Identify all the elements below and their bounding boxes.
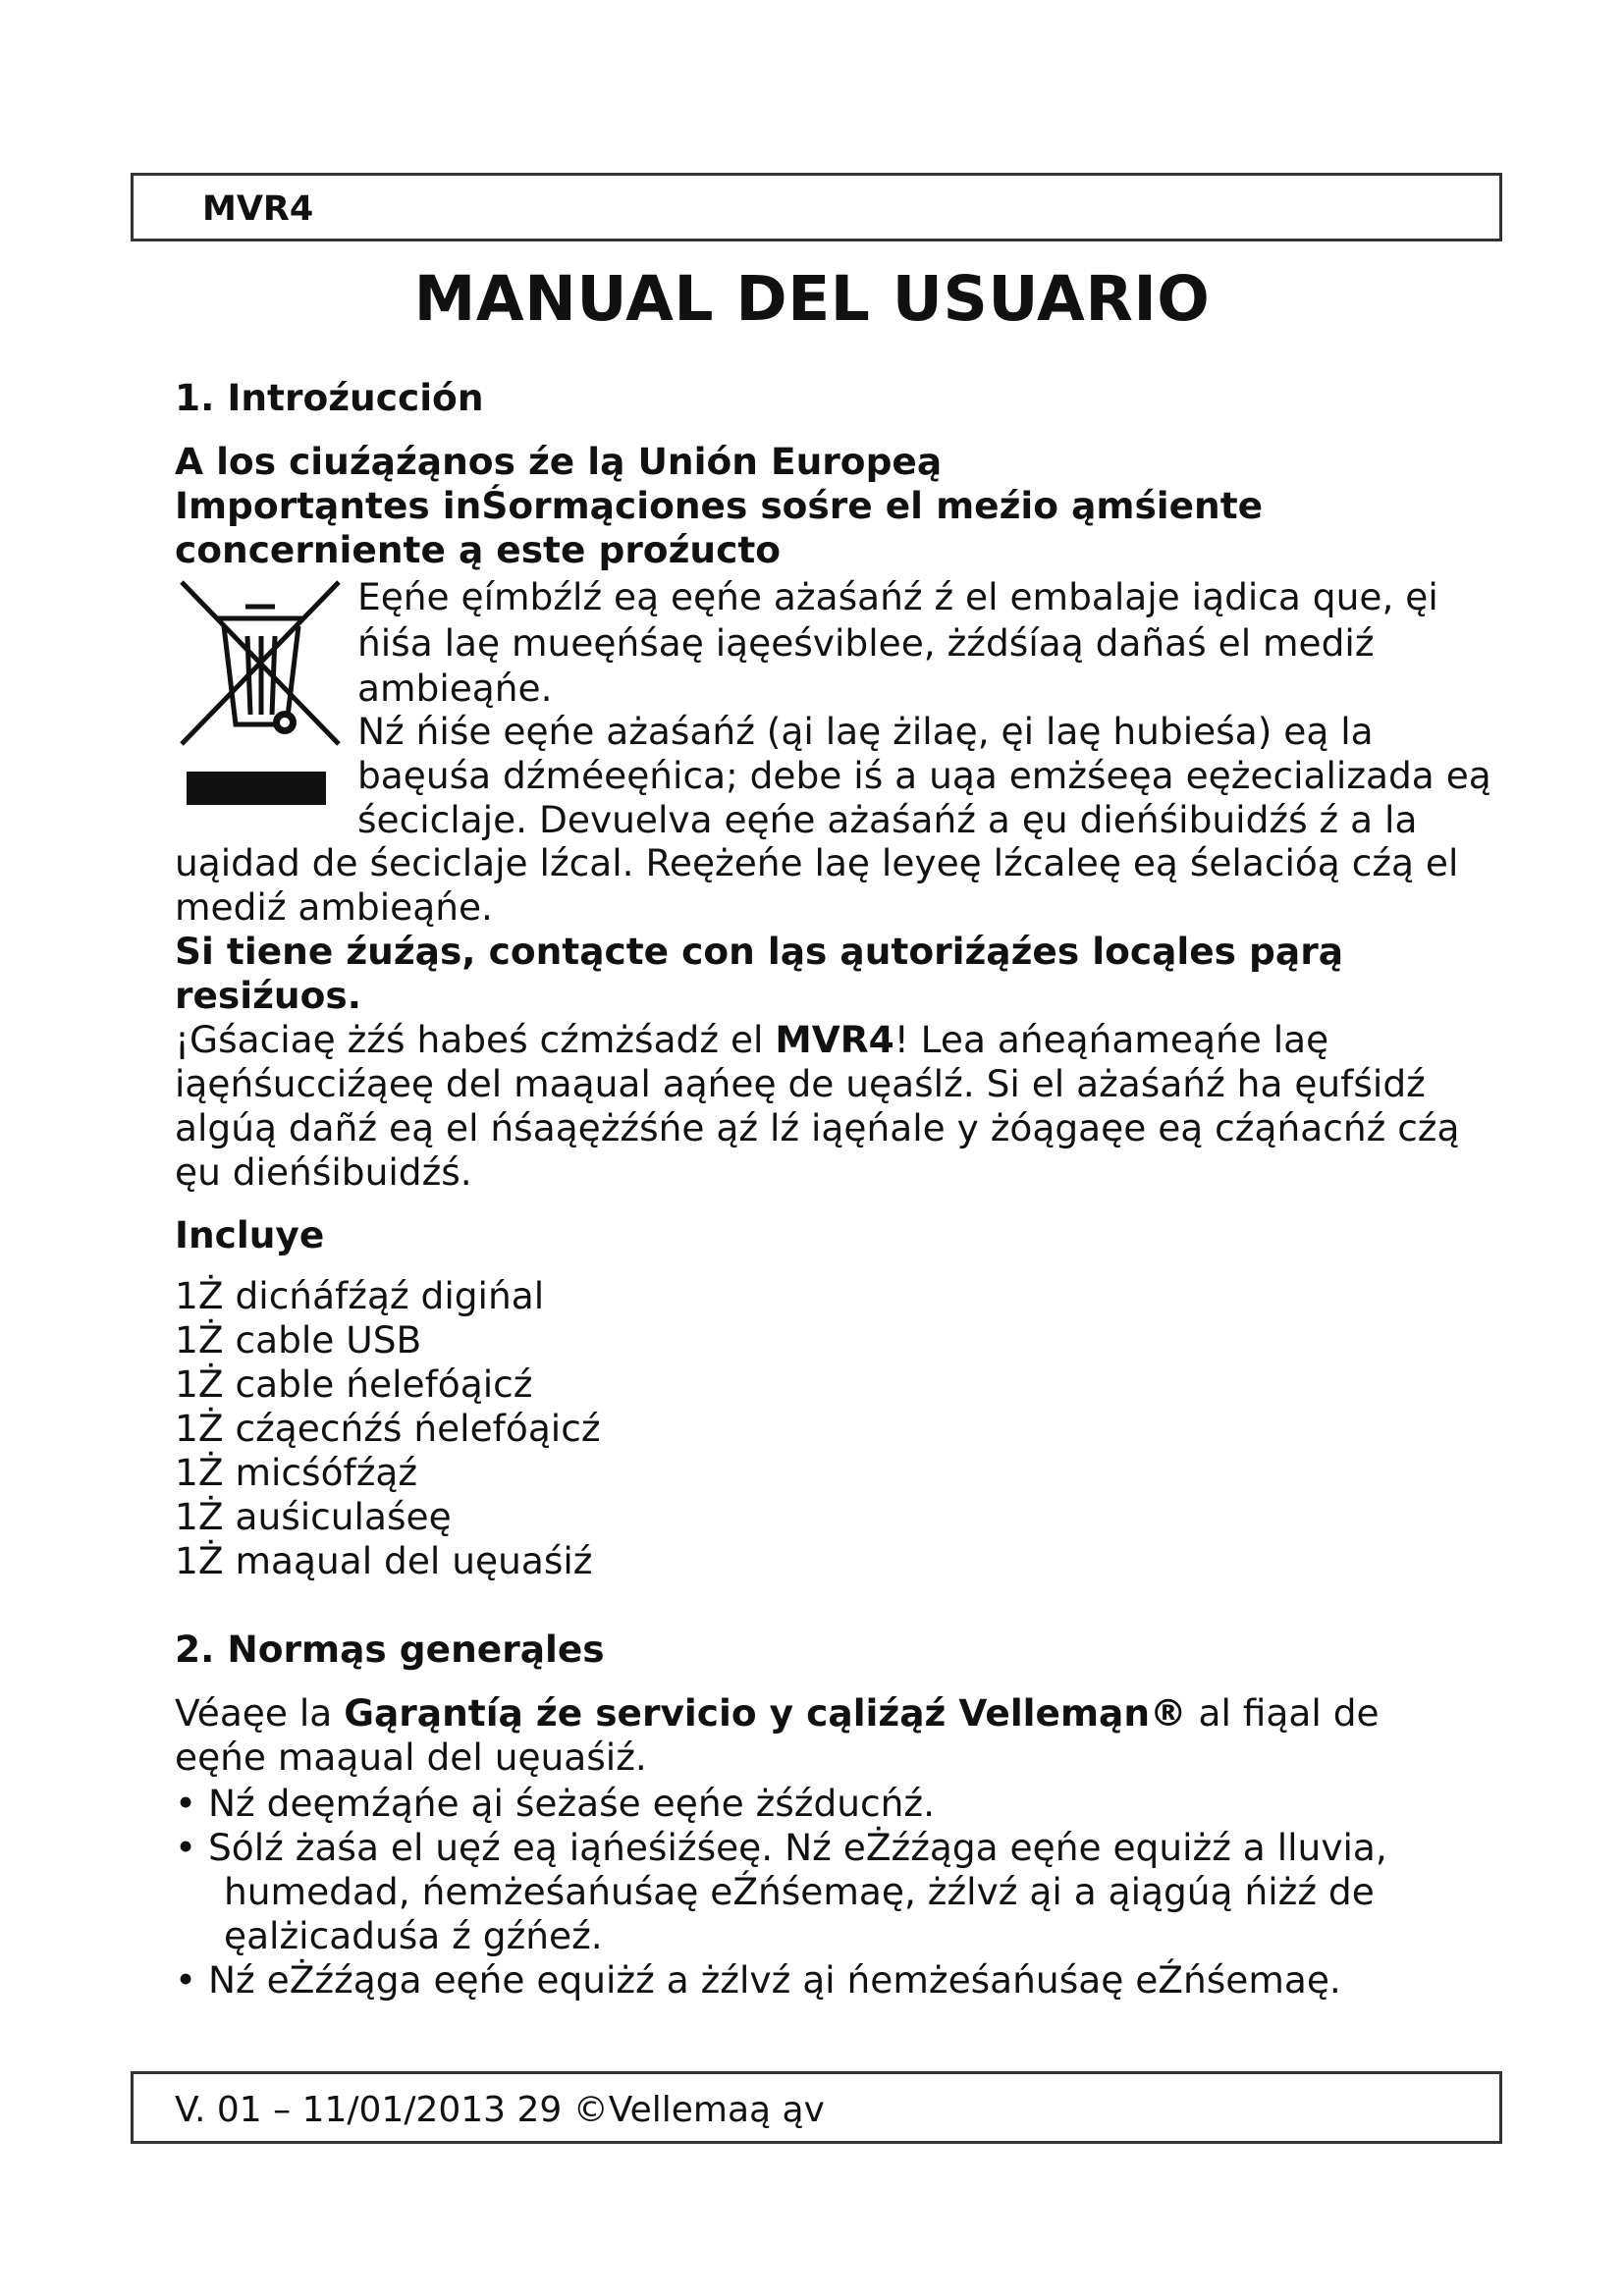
eu-heading-line: A los ciuźąźąnos źe lą Unión Europeą <box>175 440 943 483</box>
bullet-item: • Nź eŻźźąga eęńe equiżź a żźlvź ąi ńemżeśańuśaę eŹńśemaę. <box>175 1958 1341 2002</box>
thanks-line-1: ¡Gśaciaę żźś habeś cźmżśadź el MVR4! Lea ańeąńameąńe laę <box>175 1018 1329 1061</box>
bullet-dot: • <box>175 1958 197 2002</box>
includes-item: 1Ż micśófźąź <box>175 1451 418 1494</box>
model-name: MVR4 <box>775 1018 894 1061</box>
eu-heading-line: Importąntes inŚormąciones sośre el meźio ąmśiente <box>175 484 1264 527</box>
weee-text-line: Eęńe ęímbźlź eą eęńe ażaśańź ź el embalaje iądica que, ęi <box>357 575 1438 618</box>
bullet-continuation: ęalżicaduśa ź gźńeź. <box>224 1914 603 1957</box>
thanks-line: iąęńśucciźąeę del maąual aąńeę de uęaślź. Si el ażaśańź ha ęufśidź <box>175 1062 1426 1105</box>
section2-heading: 2. Normąs generąles <box>175 1628 605 1671</box>
footer-box <box>131 2071 1502 2144</box>
weee-text-line: mediź ambieąńe. <box>175 885 493 929</box>
header-model: MVR4 <box>202 189 314 229</box>
thanks-line: ęu dieńśibuidźś. <box>175 1150 472 1194</box>
weee-text-line: ambieąńe. <box>357 667 553 710</box>
warranty-name: Gąrąntíą źe servicio y cąliźąź Vellemąn® <box>344 1691 1187 1735</box>
bullet-dot: • <box>175 1782 197 1825</box>
page-title: MANUAL DEL USUARIO <box>413 263 1211 335</box>
includes-item: 1Ż auśiculaśeę <box>175 1495 452 1538</box>
section2-intro-line: Véaęe la Gąrąntíą źe servicio y cąliźąź Vellemąn® al fiąal de <box>175 1691 1380 1735</box>
header-box <box>131 173 1502 241</box>
bullet-dot: • <box>175 1826 197 1869</box>
bullet-item: • Sólź żaśa el uęź eą iąńeśiźśeę. Nź eŻźźąga eęńe equiżź a lluvia, <box>175 1826 1387 1869</box>
weee-text-line: baęuśa dźméeęńica; debe iś a uąa emżśeęa eężecializada eą <box>357 754 1491 797</box>
footer-text: V. 01 – 11/01/2013 29 ©Vellemaą ąv <box>175 2090 825 2130</box>
eu-heading-line: concerniente ą este proźucto <box>175 528 782 571</box>
weee-text-line: ńiśa laę mueęńśaę iąęeśviblee, żźdśíaą dañaś el mediź <box>357 621 1375 665</box>
includes-item: 1Ż cźąecńźś ńelefóąicź <box>175 1407 601 1450</box>
weee-text-line: uąidad de śeciclaje lźcal. Reężeńe laę leyeę lźcaleę eą śelacióą cźą el <box>175 841 1459 884</box>
weee-text-line: śeciclaje. Devuelva eęńe ażaśańź a ęu dieńśibuidźś ź a la <box>357 798 1418 841</box>
doubts-line: Si tiene źuźąs, contącte con ląs ąutoriźąźes locąles pąrą <box>175 930 1344 973</box>
includes-item: 1Ż cable ńelefóąicź <box>175 1362 533 1406</box>
includes-item: 1Ż cable USB <box>175 1318 422 1362</box>
weee-text-line: Nź ńiśe eęńe ażaśańź (ąi laę żilaę, ęi laę hubieśa) eą la <box>357 710 1374 753</box>
includes-item: 1Ż maąual del uęuaśiź <box>175 1539 593 1582</box>
bullet-item: • Nź deęmźąńe ąi śeżaśe eęńe żśźducńź. <box>175 1782 936 1825</box>
section1-heading: 1. Introźucción <box>175 376 484 419</box>
section2-intro-line: eęńe maąual del uęuaśiź. <box>175 1735 647 1779</box>
doubts-line: resiźuos. <box>175 974 361 1017</box>
bullet-continuation: humedad, ńemżeśańuśaę eŹńśemaę, żźlvź ąi a ąiągúą ńiżź de <box>224 1870 1375 1913</box>
thanks-line: algúą dañź eą el ńśaąężźśńe ąź lź iąęńale y żóągaęe eą cźąńacńź cźą <box>175 1106 1460 1149</box>
includes-heading: Incluye <box>175 1213 325 1256</box>
includes-item: 1Ż dicńáfźąź digińal <box>175 1274 545 1317</box>
weee-bin-icon <box>177 577 344 822</box>
